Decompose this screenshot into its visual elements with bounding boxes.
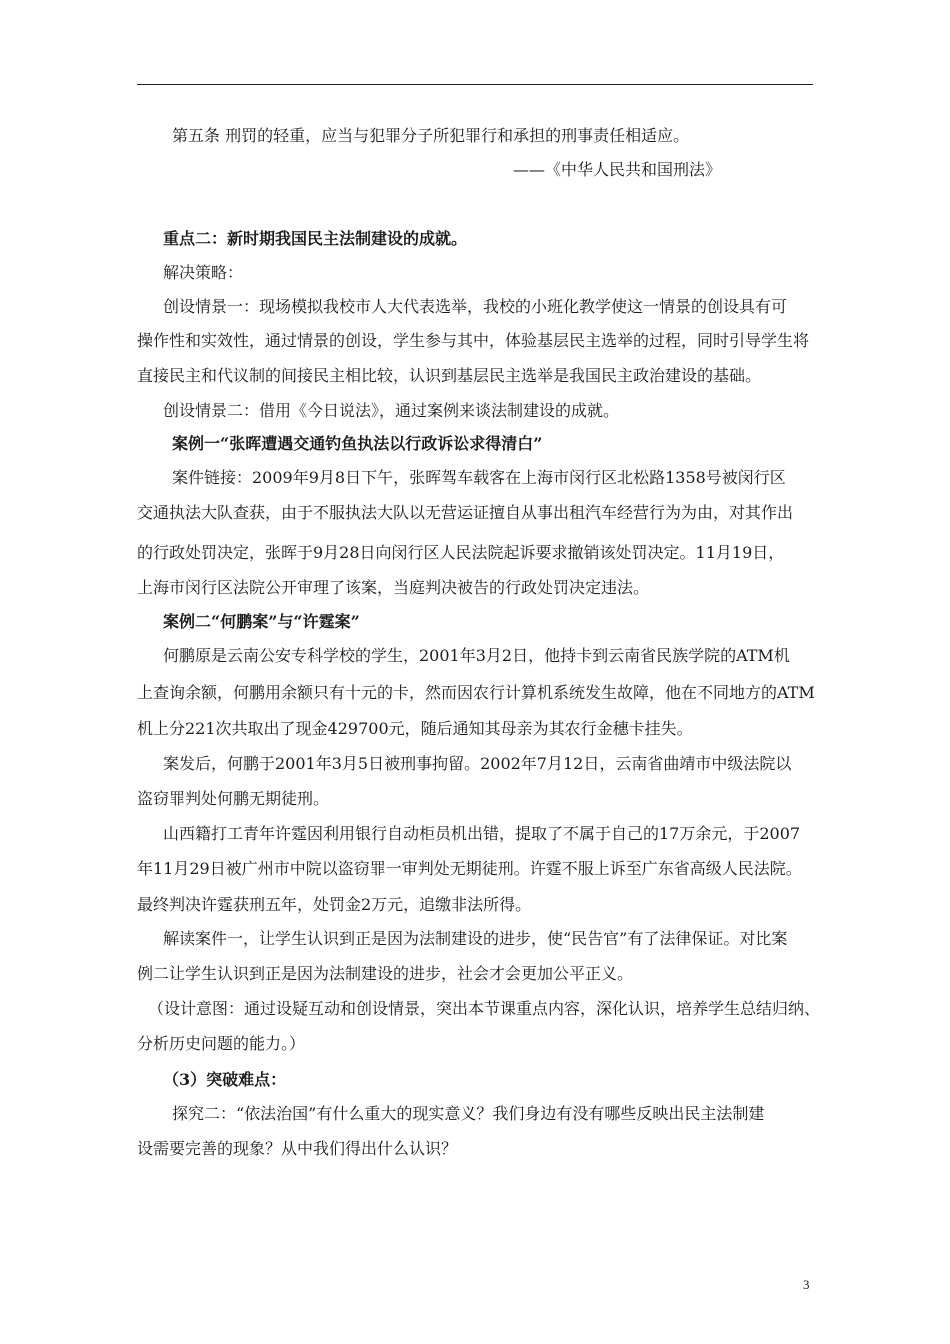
paragraph-line: 解读案件一，让学生认识到正是因为法制建设的进步，使“民告官”有了法律保证。对比案: [163, 929, 788, 948]
paragraph-line: 机上分221次共取出了现金429700元，随后通知其母亲为其农行金穗卡挂失。: [137, 719, 693, 738]
paragraph-line: 交通执法大队查获，由于不服执法大队以无营运证擅自从事出租汽车经营行为为由，对其作出: [137, 503, 794, 522]
paragraph-line: 的行政处罚决定，张晖于9月28日向闵行区人民法院起诉要求撤销该处罚决定。11月19日，: [137, 543, 785, 562]
paragraph-line: 操作性和实效性，通过情景的创设，学生参与其中，体验基层民主选举的过程，同时引导学生将: [137, 331, 810, 350]
paragraph-line: 创设情景二：借用《今日说法》，通过案例来谈法制建设的成就。: [163, 401, 620, 420]
design-intent-line: （设计意图：通过设疑互动和创设情景，突出本节课重点内容，深化认识，培养学生总结归纳、: [148, 999, 821, 1018]
case-one-heading: 案例一“张晖遭遇交通钓鱼执法以行政诉讼求得清白”: [172, 434, 543, 453]
paragraph-line: 山西籍打工青年许霆因利用银行自动柜员机出错，提取了不属于自己的17万余元，于2007: [163, 824, 801, 843]
section-heading-key-point-two: 重点二：新时期我国民主法制建设的成就。: [163, 229, 468, 248]
section-heading-difficult-point: （3）突破难点：: [163, 1070, 287, 1089]
strategy-label: 解决策略：: [163, 263, 244, 282]
header-rule: [137, 84, 813, 85]
paragraph-line: 探究二：“依法治国”有什么重大的现实意义？我们身边有没有哪些反映出民主法制建: [172, 1104, 765, 1123]
quote-source: ——《中华人民共和国刑法》: [513, 160, 722, 179]
paragraph-line: 年11月29日被广州市中院以盗窃罪一审判处无期徒刑。许霆不服上诉至广东省高级人民法院。: [137, 859, 802, 878]
paragraph-line: 创设情景一：现场模拟我校市人大代表选举，我校的小班化教学使这一情景的创设具有可: [163, 297, 788, 316]
paragraph-line: 上海市闵行区法院公开审理了该案，当庭判决被告的行政处罚决定违法。: [137, 578, 650, 597]
paragraph-line: 例二让学生认识到正是因为法制建设的进步，社会才会更加公平正义。: [137, 964, 634, 983]
paragraph-line: 案发后，何鹏于2001年3月5日被刑事拘留。2002年7月12日，云南省曲靖市中级法院以: [163, 754, 792, 773]
paragraph-line: 案件链接：2009年9月8日下午，张晖驾车载客在上海市闵行区北松路1358号被闵行区: [172, 468, 786, 487]
paragraph-line: 盗窃罪判处何鹏无期徒刑。: [137, 789, 330, 808]
case-two-heading: 案例二“何鹏案”与“许霆案”: [163, 612, 360, 631]
paragraph-line: 上查询余额，何鹏用余额只有十元的卡，然而因农行计算机系统发生故障，他在不同地方的ATM: [137, 683, 815, 702]
paragraph-line: 设需要完善的现象？从中我们得出什么认识？: [137, 1139, 458, 1158]
paragraph-line: 直接民主和代议制的间接民主相比较，认识到基层民主选举是我国民主政治建设的基础。: [137, 366, 762, 385]
paragraph-line: 最终判决许霆获刑五年，处罚金2万元，追缴非法所得。: [137, 895, 532, 914]
design-intent-line: 分析历史问题的能力。）: [137, 1034, 306, 1053]
paragraph-line: 何鹏原是云南公安专科学校的学生，2001年3月2日，他持卡到云南省民族学院的ATM机: [163, 646, 790, 665]
quote-article-five: 第五条 刑罚的轻重，应当与犯罪分子所犯罪行和承担的刑事责任相适应。: [172, 126, 690, 145]
page-number: 3: [803, 1277, 810, 1292]
